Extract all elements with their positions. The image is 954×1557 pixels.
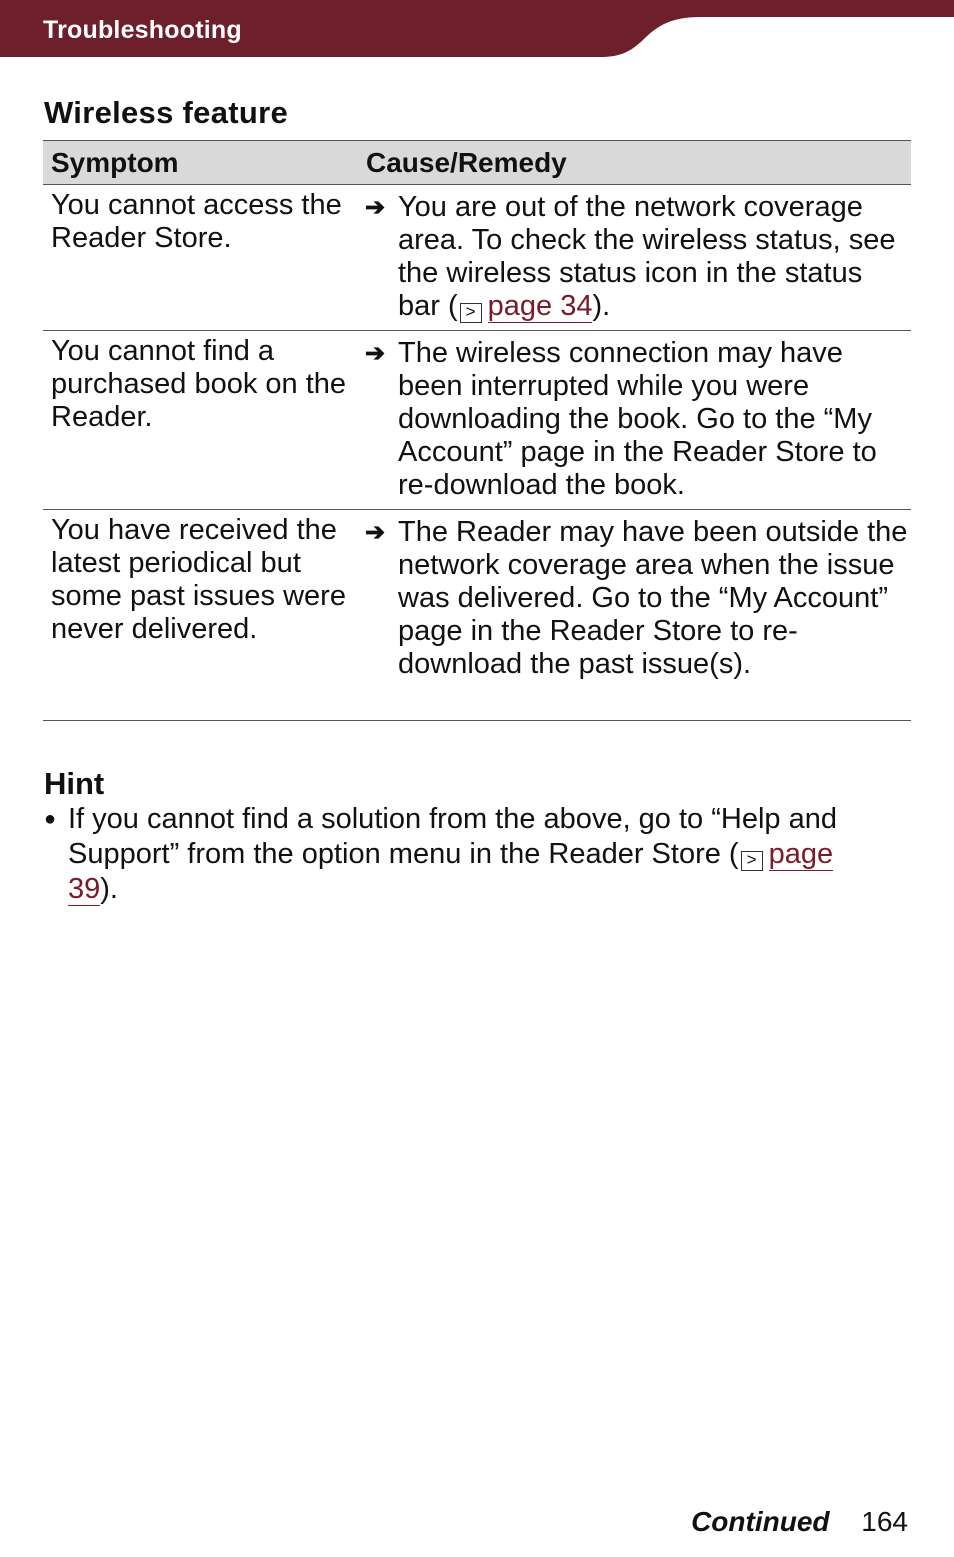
page-reference-icon: > — [741, 851, 763, 871]
troubleshooting-table — [43, 140, 911, 721]
hint-text — [68, 802, 888, 907]
cause-cell — [359, 185, 908, 330]
arrow-icon: ➔ — [365, 519, 386, 546]
arrow-icon: ➔ — [365, 194, 386, 221]
cause-cell — [359, 510, 908, 720]
page-34-link[interactable]: page 34 — [487, 290, 593, 322]
cause-column-header: Cause/Remedy — [366, 146, 567, 178]
page-footer — [691, 1506, 908, 1538]
table-row — [43, 185, 911, 331]
symptom-cell: You cannot access the Reader Store. — [51, 189, 342, 254]
cause-cell — [359, 331, 908, 509]
cause-text-part: You are out of the network coverage area. To check the wireless status, see the wireless status icon in the status bar ( — [398, 191, 896, 322]
section-title: Wireless feature — [44, 95, 289, 130]
bullet-icon: ● — [44, 808, 57, 830]
hint-item — [44, 802, 904, 907]
cause-text — [398, 191, 908, 330]
hint-title: Hint — [44, 766, 105, 801]
table-header — [43, 141, 911, 185]
hint-text-end: ). — [100, 873, 118, 905]
table-row — [43, 510, 911, 721]
page-39-link[interactable]: page 39 — [68, 838, 834, 905]
cause-text: The wireless connection may have been interrupted while you were downloading the book. Go to the “My Account” page in the Reader Store to re-download the book. — [398, 337, 877, 501]
page-number: 164 — [861, 1506, 908, 1537]
cause-text-end: ). — [592, 290, 611, 322]
page-header — [0, 0, 954, 58]
table-row — [43, 331, 911, 510]
continued-label: Continued — [691, 1506, 830, 1537]
header-title: Troubleshooting — [43, 16, 242, 44]
hint-text-part: If you cannot find a solution from the above, go to “Help and Support” from the option menu in the Reader Store ( — [68, 803, 837, 870]
symptom-cell: You cannot find a purchased book on the Reader. — [51, 335, 347, 433]
page-reference-icon: > — [460, 303, 482, 323]
symptom-column-header: Symptom — [51, 146, 179, 178]
arrow-icon: ➔ — [365, 340, 386, 367]
cause-text: The Reader may have been outside the network coverage area when the issue was delivered. Go to the “My Account” page in the Reader Store to re-download the past issue(s). — [398, 516, 908, 680]
symptom-cell: You have received the latest periodical but some past issues were never delivered. — [51, 514, 346, 645]
